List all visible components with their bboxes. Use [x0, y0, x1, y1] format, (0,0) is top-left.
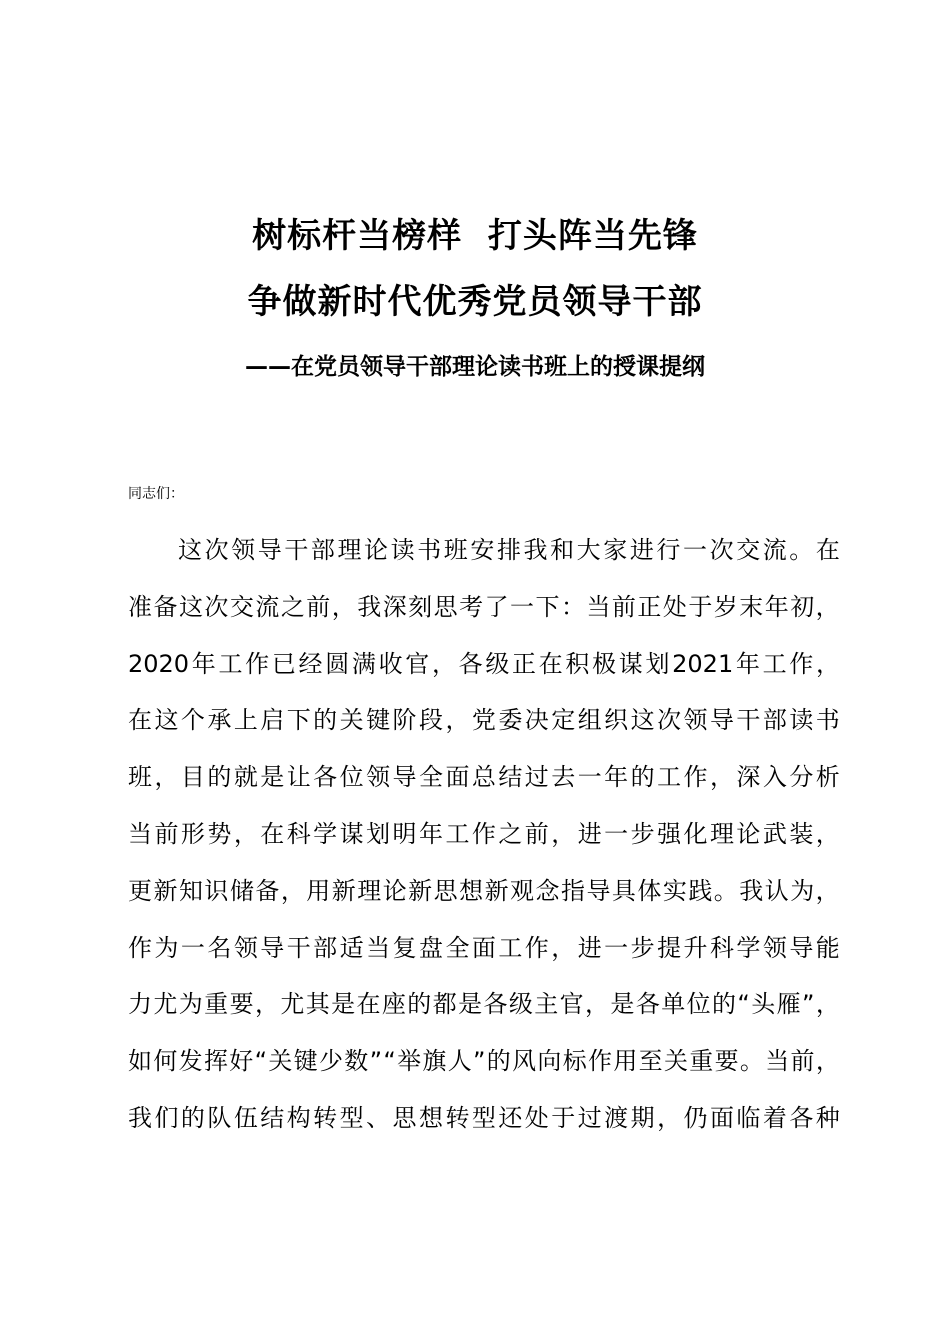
greeting: 同志们： [128, 486, 184, 502]
title-line-2: 争做新时代优秀党员领导干部 [247, 282, 703, 322]
body-line: 当 前 形 势 ， 在 科 学 谋 划 明 年 工 作 之 前 ， 进 一 步 强 化 理 论 武 装 ， [128, 819, 840, 848]
body-line: 准 备 这 次 交 流 之 前 ， 我 深 刻 思 考 了 一 下 ： 当 前 正 处 于 岁 末 年 初 ， [128, 592, 840, 621]
body-line: 作 为 一 名 领 导 干 部 适 当 复 盘 全 面 工 作 ， 进 一 步 提 升 科 学 领 导 能 [128, 933, 840, 962]
body-line: 力 尤 为 重 要 ， 尤 其 是 在 座 的 都 是 各 级 主 官 ， 是 各 单 位 的 “ 头 雁 ” ， [128, 990, 840, 1019]
body-line: 在 这 个 承 上 启 下 的 关 键 阶 段 ， 党 委 决 定 组 织 这 次 领 导 干 部 读 书 [128, 706, 840, 735]
body-line: 更 新 知 识 储 备 ， 用 新 理 论 新 思 想 新 观 念 指 导 具 体 实 践 。 我 认 为 ， [128, 876, 840, 905]
body-paragraph [128, 530, 840, 1155]
body-line: 我 们 的 队 伍 结 构 转 型 、 思 想 转 型 还 处 于 过 渡 期 ， 仍 面 临 着 各 种 [128, 1103, 840, 1132]
body-line: 这 次 领 导 干 部 理 论 读 书 班 安 排 我 和 大 家 进 行 一 次 交 流 。 在 [178, 536, 840, 564]
body-line: 2020 年 工 作 已 经 圆 满 收 官 ， 各 级 正 在 积 极 谋 划 2021 年 工 作 ， [128, 649, 840, 678]
title-line-1: 树标杆当榜样 打头阵当先锋 [252, 216, 698, 256]
body-line: 班 ， 目 的 就 是 让 各 位 领 导 全 面 总 结 过 去 一 年 的 工 作 ， 深 入 分 析 [128, 763, 840, 792]
subtitle: ——在党员领导干部理论读书班上的授课提纲 [245, 354, 705, 380]
body-line: 如 何 发 挥 好 “ 关 键 少 数 ” “ 举 旗 人 ” 的 风 向 标 作 用 至 关 重 要 。 当 前 ， [128, 1047, 840, 1076]
